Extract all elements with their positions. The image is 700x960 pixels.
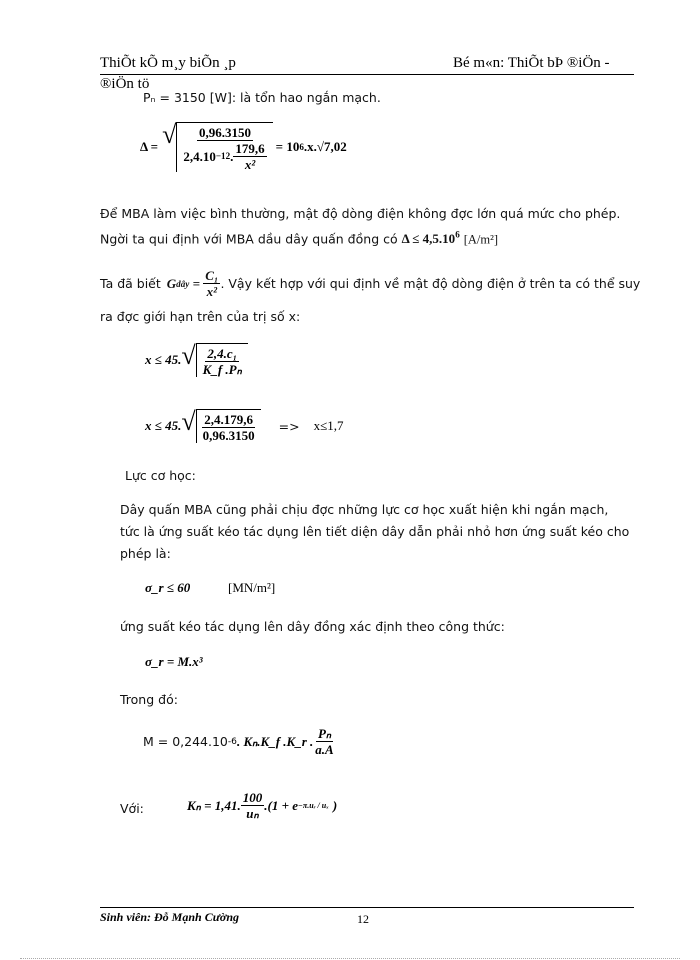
para1-condition (402, 231, 460, 246)
eq3-lhs: x ≤ 45. (145, 418, 182, 433)
eq2-num: 2,4.c₁ (207, 346, 238, 361)
eq1-rhs-exp: 6 (299, 142, 304, 152)
pn-line: Pₙ = 3150 [W]: là tổn hao ngắn mạch. (143, 90, 381, 105)
para1-line2 (100, 230, 498, 247)
equation-x-limit-value: x ≤ 45. √ $\frac{2,4.179,6}{0,96.3150}$ => x≤1,7 (145, 407, 344, 443)
eq6-den: a.A (315, 742, 334, 757)
page-bottom-dotted-line (20, 958, 680, 959)
eq1-num: 0,96.3150 (199, 125, 252, 140)
eq3-den: 0,96.3150 (202, 428, 255, 443)
eq1-den-exp: −12 (215, 151, 231, 161)
footer-author: Sinh viên: Đỗ Mạnh Cường (100, 910, 240, 924)
equation-x-limit-general: x ≤ 45. √ $\frac{\text{2,4.c₁}}{\text{K\_f .Pₙ}}$ (145, 343, 248, 377)
eq6-prefix: M = 0,244.10 (143, 734, 228, 749)
equation-stress-formula: σ_r = M.x³ (145, 654, 203, 669)
header-rule (100, 74, 634, 75)
section-title-mechanical-force: Lực cơ học: (125, 468, 196, 483)
para2-g-formula: G dây = $\frac{\text{C₁}}{\text{x²}}$ (166, 268, 219, 299)
eq3-arrow: => (278, 418, 300, 434)
voi-label: Với: (120, 801, 144, 816)
para4: ứng suất kéo tác dụng lên dây đồng xác định theo công thức: (120, 619, 505, 634)
eq7-den: uₙ (246, 806, 259, 821)
eq1-den-frac-num: 179,6 (235, 141, 265, 156)
para1-cond-exp: 6 (455, 230, 460, 240)
para1-line1: Để MBA làm việc bình thường, mật độ dòng điện không đợc lớn quá mức cho phép. (100, 206, 621, 221)
footer-rule (100, 907, 634, 908)
eq7-exp: −π.uᵣ / uₓ (298, 801, 329, 810)
para1-cond-text: Δ ≤ 4,5.10 (401, 231, 456, 247)
para2-pre: Ta đã biết (100, 276, 161, 291)
para3-line3: phép là: (120, 546, 171, 561)
eq2-lhs: x ≤ 45. (145, 352, 182, 367)
eq1-rhs: = 10 (275, 139, 300, 154)
eq1-den-frac-den: x² (244, 157, 256, 172)
eq6-num: Pₙ (317, 726, 332, 741)
eq7-close: ) (332, 797, 338, 813)
eq2-den: K_f .Pₙ (202, 362, 242, 377)
para2-g-num: C₁ (205, 268, 219, 283)
equation-stress-unit: [MN/m²] (228, 580, 276, 595)
eq6-factors: . Kₙ.K_f .K_r . (236, 733, 314, 749)
equation-kn (187, 790, 337, 821)
header-continuation: ®iÖn tö (100, 76, 150, 92)
footer-page-number: 12 (357, 912, 369, 926)
para2-line1 (100, 268, 640, 299)
eq6-prefix-exp: -6 (227, 736, 237, 747)
para1-line2-text: Ngời ta qui định với MBA dầu dây quấn đồng có (100, 231, 398, 247)
header-left: ThiÕt kÕ m¸y biÕn ¸p (100, 55, 236, 71)
para2-line2: ra đợc giới hạn trên của trị số x: (100, 309, 301, 324)
eq1-den-a: 2,4.10 (183, 149, 216, 164)
para3-line1: Dây quấn MBA cũng phải chịu đợc những lực cơ học xuất hiện khi ngắn mạch, (120, 502, 609, 517)
eq1-rhs-tail: .x.√7,02 (303, 139, 347, 154)
para2-g-sub: dây (176, 278, 190, 289)
para2-g-den: x² (206, 284, 218, 299)
trong-do-label: Trong đó: (120, 692, 178, 707)
eq3-result: x≤1,7 (313, 418, 344, 433)
equation-m-coefficient (143, 726, 336, 757)
para2-g: G (166, 275, 177, 291)
eq1-lhs: Δ = (140, 139, 159, 154)
eq7-lhs: Kₙ = 1,41. (187, 797, 241, 813)
equation-delta (140, 122, 347, 172)
eq7-num: 100 (242, 790, 263, 805)
equation-stress-limit: σ_r ≤ 60 (145, 580, 191, 595)
para2-post: . Vậy kết hợp với qui định về mật độ dòng điện ở trên ta có thể suy (220, 276, 641, 291)
eq3-num: 2,4.179,6 (204, 412, 254, 427)
header-right: Bé m«n: ThiÕt bÞ ®iÖn - (453, 55, 610, 71)
eq1-sqrt: √ 0,96.3150 2,4.10 −12 . $\frac{179,6}{\text{x²}}$ (162, 122, 273, 172)
para3-line2: tức là ứng suất kéo tác dụng lên tiết diện dây dẫn phải nhỏ hơn ứng suất kéo cho (120, 524, 630, 539)
para1-unit: [A/m²] (463, 232, 499, 247)
eq7-paren: .(1 + e (264, 797, 299, 813)
